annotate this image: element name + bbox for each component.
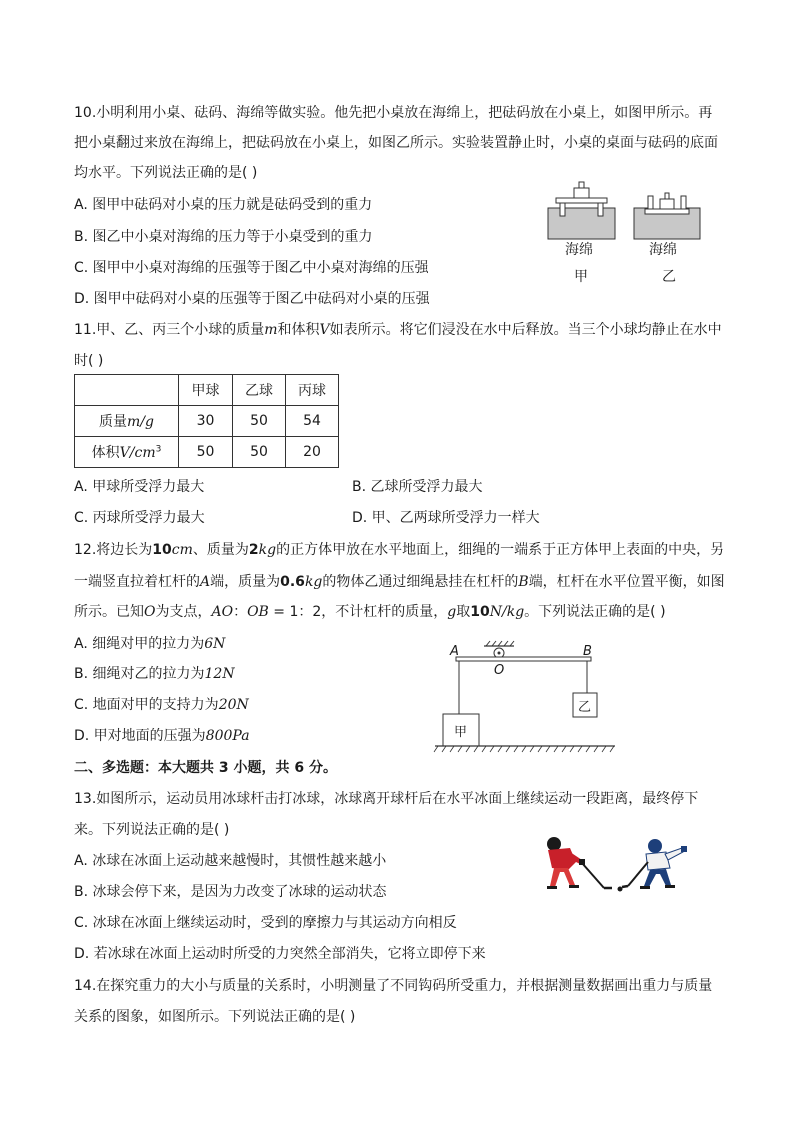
q10-option-a: A. 图甲中砝码对小桌的压力就是砝码受到的重力 [74, 197, 373, 213]
q13-line-1: 13.如图所示，运动员用冰球杆击打冰球，冰球离开球杆后在水平冰面上继续运动一段距离，最终停下 [74, 791, 699, 807]
q12-lever-figure [430, 636, 620, 760]
q12-l1-d: 、质量为 [192, 542, 249, 558]
blue-skate-left [640, 886, 650, 889]
q12-l3-take: 取 [456, 604, 471, 620]
q14-line-2: 关系的图象，如图所示。下列说法正确的是( ) [74, 1009, 356, 1025]
table-cell: 20 [286, 437, 339, 468]
q10-option-b: B. 图乙中小桌对海绵的压力等于小桌受到的重力 [74, 229, 373, 245]
red-skate-right [569, 885, 579, 888]
table-header-yi: 乙球 [233, 375, 286, 406]
q12-l3-c: 为支点， [155, 604, 212, 620]
q12-opt-c-num: 20 [218, 697, 237, 713]
q11-option-c: C. 丙球所受浮力最大 [74, 510, 205, 526]
label-b: B [583, 644, 592, 659]
blue-skate-right [665, 885, 675, 888]
figure-label-yi: 乙 [662, 269, 676, 285]
red-helmet [547, 837, 561, 851]
q12-opt-b-unit: N [222, 666, 235, 682]
q12-l3-a: 所示。已知 [74, 604, 144, 620]
volume-label-unit: V/cm [119, 445, 156, 461]
table-cell: 50 [233, 437, 286, 468]
blue-arm [665, 848, 683, 860]
figure-label-jia: 甲 [574, 269, 588, 285]
table-row-mass-label [75, 406, 179, 437]
table-leg-right-jia [598, 203, 603, 216]
q12-l1-num: 10 [152, 542, 172, 558]
weight-hook-yi [665, 193, 669, 199]
q12-l1-g: 的正方体甲放在水平地面上，细绳的一端系于正方体甲上表面的中央，另 [276, 542, 725, 558]
table-cell: 30 [179, 406, 233, 437]
q12-l2-num: 0.6 [280, 574, 305, 590]
q12-opt-d-num: 800 [205, 728, 233, 744]
q13-line-2: 来。下列说法正确的是( ) [74, 822, 230, 838]
table-cell: 54 [286, 406, 339, 437]
table-row-mass [75, 406, 339, 437]
q11-option-b: B. 乙球所受浮力最大 [352, 479, 483, 495]
hockey-player-red [547, 837, 612, 889]
section-2-title: 二、多选题：本大题共 3 小题，共 6 分。 [74, 760, 337, 776]
mass-label-text: 质量 [99, 414, 128, 430]
pivot-center [498, 652, 501, 655]
q12-l2-A: A [200, 574, 211, 590]
q12-line-3 [74, 602, 666, 622]
block-yi-label: 乙 [578, 700, 592, 715]
table-leg-left-jia [560, 203, 565, 216]
q11-volume-symbol: V [319, 322, 330, 338]
q14-line-1: 14.在探究重力的大小与质量的关系时，小明测量了不同钩码所受重力，并根据测量数据画出重力与质量 [74, 978, 713, 994]
q12-l3-AO: AO [211, 604, 234, 620]
q12-l1-unit: cm [171, 542, 193, 558]
q12-l2-f: 的物体乙通过细绳悬挂在杠杆的 [322, 574, 519, 590]
blue-glove [681, 846, 687, 852]
q11-line-2: 时( ) [74, 353, 104, 369]
q12-l2-unit: kg [304, 574, 323, 590]
weight-hook-jia [579, 182, 584, 188]
q12-l3-colon: ： [233, 604, 248, 620]
q12-l1-num2: 2 [248, 542, 259, 558]
table-leg-left-yi [648, 196, 653, 209]
q12-l3-unit: N/kg [489, 604, 525, 620]
q12-l3-l: 。下列说法正确的是( ) [524, 604, 666, 620]
label-a: A [450, 644, 459, 659]
volume-label-sup: 3 [155, 444, 162, 455]
q12-opt-c-text: C. 地面对甲的支持力为 [74, 697, 219, 713]
q11-option-d: D. 甲、乙两球所受浮力一样大 [352, 510, 540, 526]
table-leg-right-yi [681, 196, 686, 209]
q12-l2-c: 端，质量为 [210, 574, 281, 590]
support-hatch [504, 641, 508, 646]
red-legs [550, 868, 575, 887]
q11-line-1-post: 如表所示。将它们浸没在水中后释放。当三个小球均静止在水中 [329, 322, 722, 338]
red-skate-left [547, 886, 557, 889]
support-hatch [492, 641, 496, 646]
q12-option-c [74, 695, 249, 715]
table-top-jia [556, 198, 607, 203]
q12-opt-a-text: A. 细绳对甲的拉力为 [74, 636, 205, 652]
block-jia-label: 甲 [454, 725, 468, 740]
q13-option-c: C. 冰球在冰面上继续运动时，受到的摩擦力与其运动方向相反 [74, 915, 457, 931]
table-header-empty [75, 375, 179, 406]
puck [618, 887, 623, 892]
mass-label-unit: m/g [127, 414, 154, 430]
table-header-row [75, 375, 339, 406]
q13-option-a: A. 冰球在冰面上运动越来越慢时，其惯性越来越小 [74, 853, 387, 869]
support-hatch [510, 641, 514, 646]
q10-option-d: D. 图甲中砝码对小桌的压强等于图乙中砝码对小桌的压强 [74, 291, 430, 307]
q12-opt-c-unit: N [236, 697, 249, 713]
q12-l1-a: 12.将边长为 [74, 542, 153, 558]
blue-stick [628, 862, 648, 886]
blue-helmet [648, 839, 662, 853]
q11-mass-symbol: m [264, 322, 278, 338]
q11-option-a: A. 甲球所受浮力最大 [74, 479, 205, 495]
table-row-volume-label [75, 437, 179, 468]
support-hatch [486, 641, 490, 646]
q12-opt-b-text: B. 细绳对乙的拉力为 [74, 666, 205, 682]
red-stick [582, 863, 604, 888]
volume-label-text: 体积 [91, 445, 120, 461]
q12-opt-a-num: 6 [204, 636, 214, 652]
q10-figure-jia [548, 182, 615, 285]
q12-option-a [74, 634, 225, 654]
q12-option-d [74, 726, 250, 746]
q12-l2-a: 一端竖直拉着杠杆的 [74, 574, 200, 590]
q12-l2-h: 端，杠杆在水平位置平衡，如图 [528, 574, 725, 590]
q10-option-c: C. 图甲中小桌对海绵的压强等于图乙中小桌对海绵的压强 [74, 260, 429, 276]
q12-l3-OB: OB [247, 604, 269, 620]
q12-option-b [74, 664, 235, 684]
sponge-jia [548, 208, 615, 239]
q11-line-1 [74, 320, 722, 340]
q12-line-2 [74, 572, 725, 592]
q12-l3-O: O [144, 604, 156, 620]
ground-hatch [434, 746, 614, 752]
support-hatch [498, 641, 502, 646]
q10-line-1: 10.小明利用小桌、砝码、海绵等做实验。他先把小桌放在海绵上，把砝码放在小桌上，如图甲所示。再 [74, 105, 713, 121]
q13-option-d: D. 若冰球在冰面上运动时所受的力突然全部消失，它将立即停下来 [74, 946, 486, 962]
weight-body-yi [660, 199, 674, 209]
table-row-volume [75, 437, 339, 468]
lever-bar [456, 657, 591, 661]
q10-line-2: 把小桌翻过来放在海绵上，把砝码放在小桌上，如图乙所示。实验装置静止时，小桌的桌面与砝码的底面 [74, 135, 718, 151]
q12-opt-d-unit: Pa [232, 728, 250, 744]
table-cell: 50 [179, 437, 233, 468]
q12-l3-num: 10 [470, 604, 490, 620]
q10-line-3: 均水平。下列说法正确的是( ) [74, 165, 258, 181]
q11-line-1-mid: 和体积 [277, 322, 320, 338]
q12-l2-B: B [518, 574, 529, 590]
hockey-player-blue [622, 839, 687, 889]
q12-l3-g: g [447, 604, 457, 620]
q13-option-b: B. 冰球会停下来，是因为力改变了冰球的运动状态 [74, 884, 387, 900]
table-header-bing: 丙球 [286, 375, 339, 406]
q12-line-1 [74, 540, 724, 560]
q12-l1-unit2: kg [258, 542, 277, 558]
table-cell: 50 [233, 406, 286, 437]
q12-opt-a-unit: N [213, 636, 226, 652]
q12-l3-ratio: = 1：2，不计杠杆的质量， [268, 604, 448, 620]
table-header-jia: 甲球 [179, 375, 233, 406]
q10-figure-yi [634, 193, 700, 285]
q10-figure [545, 178, 715, 288]
sponge-label-yi: 海绵 [649, 242, 677, 258]
label-o: O [494, 663, 505, 678]
blue-stick-blade [622, 886, 628, 887]
table-top-yi [645, 209, 689, 214]
weight-body-jia [574, 188, 589, 198]
q11-table [74, 374, 339, 468]
q12-opt-b-num: 12 [204, 666, 223, 682]
sponge-label-jia: 海绵 [565, 242, 593, 258]
q11-line-1-pre: 11.甲、乙、丙三个小球的质量 [74, 322, 265, 338]
blue-legs [644, 869, 671, 887]
q13-hockey-figure [540, 830, 700, 900]
q12-opt-d-text: D. 甲对地面的压强为 [74, 728, 206, 744]
